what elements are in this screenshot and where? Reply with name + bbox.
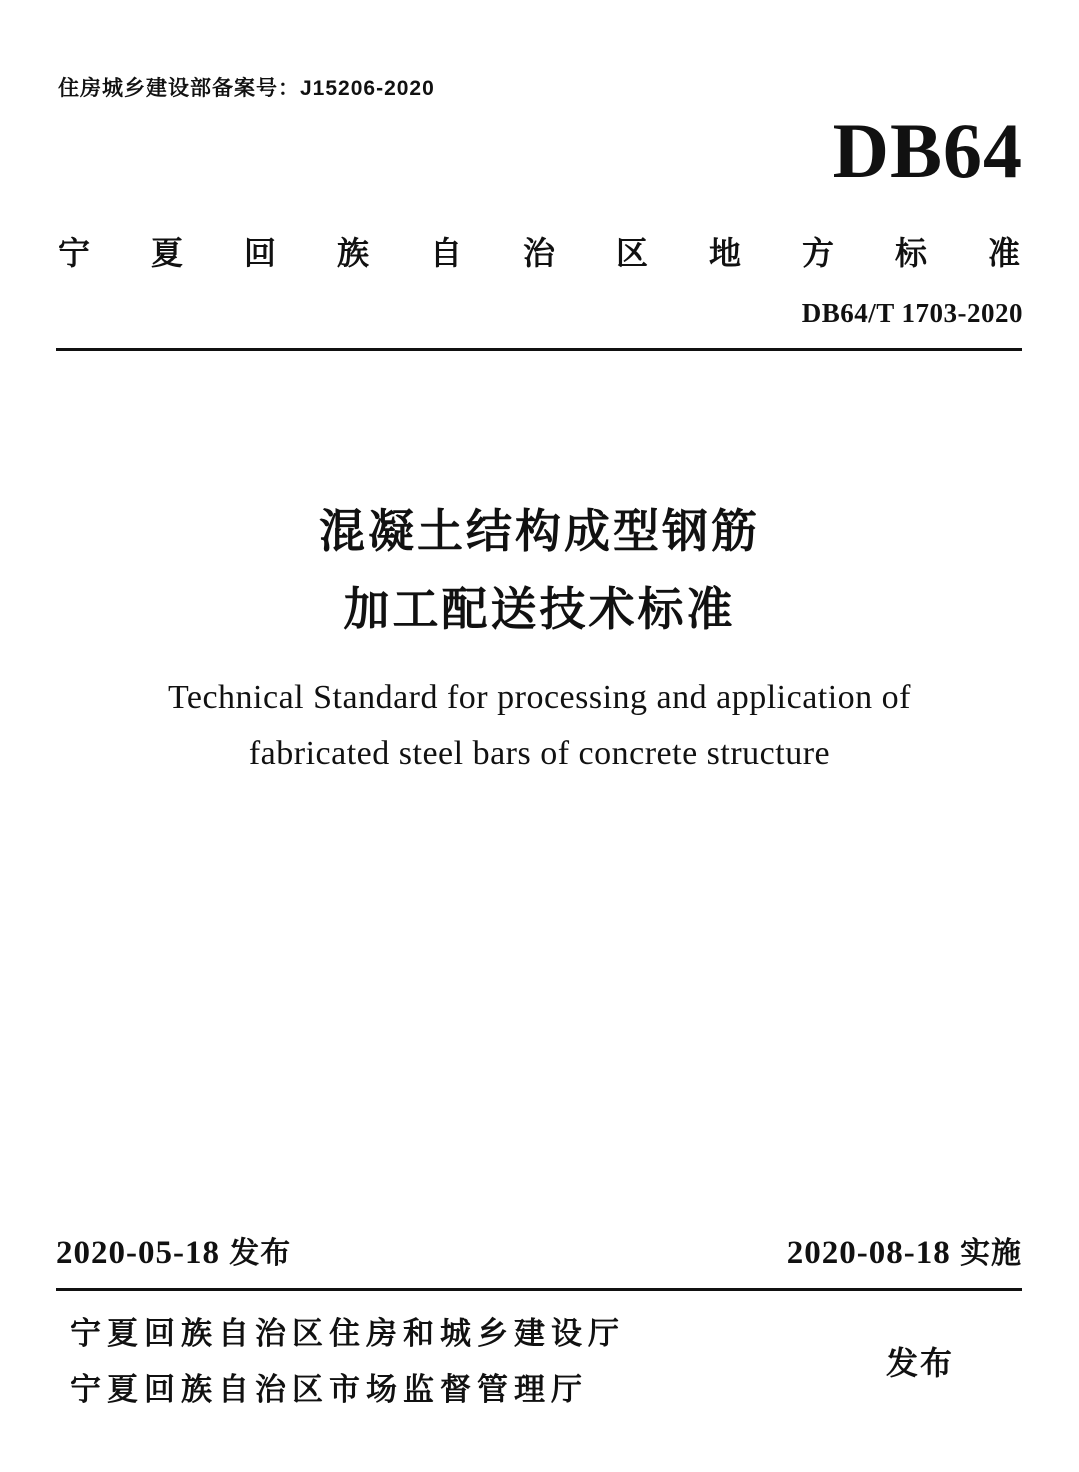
- issuer-block: [56, 1306, 1022, 1418]
- effective-date-group: [787, 1228, 1022, 1272]
- effective-label: 实施: [960, 1237, 1022, 1270]
- title-en-line2: fabricated steel bars of concrete structure: [248, 735, 831, 772]
- filing-number: 住房城乡建设部备案号：J15206-2020: [58, 77, 435, 100]
- issuer-line-2: 宁夏回族自治区市场监督管理厅: [70, 1372, 588, 1407]
- release-date: 2020-05-18: [56, 1235, 220, 1271]
- title-en-line1: Technical Standard for processing and application of: [167, 679, 912, 716]
- release-date-group: [56, 1228, 291, 1272]
- divider-top: [56, 348, 1022, 351]
- issuer-line-1: 宁夏回族自治区住房和城乡建设厅: [70, 1316, 625, 1351]
- title-cn-line2: 加工配送技术标准: [343, 583, 736, 635]
- title-cn-line1: 混凝土结构成型钢筋: [319, 505, 760, 557]
- release-label: 发布: [229, 1237, 292, 1270]
- date-row: [56, 1228, 1022, 1272]
- standard-code: DB64/T 1703-2020: [801, 298, 1023, 328]
- effective-date: 2020-08-18: [786, 1235, 951, 1271]
- issue-word: 发布: [886, 1345, 955, 1381]
- page-subtitle: [0, 670, 1079, 782]
- divider-bottom: [56, 1288, 1022, 1291]
- issuing-region-line: 宁夏回族自治区地方标准: [58, 235, 1020, 271]
- page-title: [0, 492, 1079, 648]
- standard-mark: DB64: [832, 107, 1023, 194]
